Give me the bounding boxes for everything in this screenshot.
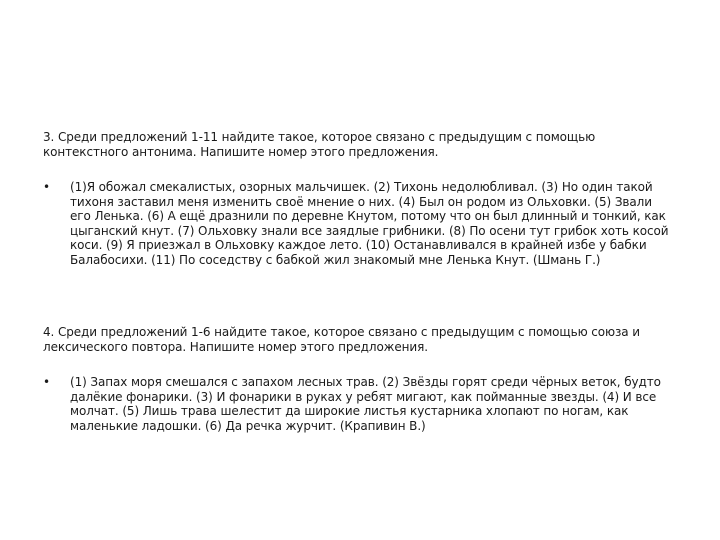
task-4-question: 4. Среди предложений 1-6 найдите такое, которое связано с предыдущим с помощью союза и лексического повтора. Напишите номер этого предложения.	[43, 325, 640, 354]
bullet-point-icon: •	[43, 375, 50, 389]
task-3-question: 3. Среди предложений 1-11 найдите такое, которое связано с предыдущим с помощью контекстного антонима. Напишите номер этого предложения.	[43, 130, 596, 159]
task-3-source-text: (1)Я обожал смекалистых, озорных мальчишек. (2) Тихонь недолюбливал. (3) Но один такой тихоня заставил меня изменить своё мнение о них. (4) Был он родом из Ольховки. (5) Звали его Ленька. (6) А ещё дразнили по деревне Кнутом, потому что он был длинный и тонкий, как цыганский кнут. (7) Ольховку знали все заядлые грибники. (8) По осени тут грибок хоть косой коси. (9) Я приезжал в Ольховку каждое лето. (10) Останавливался в крайней избе у бабки Балабосихи. (11) По соседству с бабкой жил знакомый мне Ленька Кнут. (Шмань Г.)	[70, 180, 669, 267]
task-4-source-text: (1) Запах моря смешался с запахом лесных трав. (2) Звёзды горят среди чёрных веток, будто далёкие фонарики. (3) И фонарики в руках у ребят мигают, как пойманные звезды. (4) И все молчат. (5) Лишь трава шелестит да широкие листья кустарника хлопают по ногам, как маленькие ладошки. (6) Да речка журчит. (Крапивин В.)	[70, 375, 661, 433]
bullet-point-icon: •	[43, 180, 50, 194]
